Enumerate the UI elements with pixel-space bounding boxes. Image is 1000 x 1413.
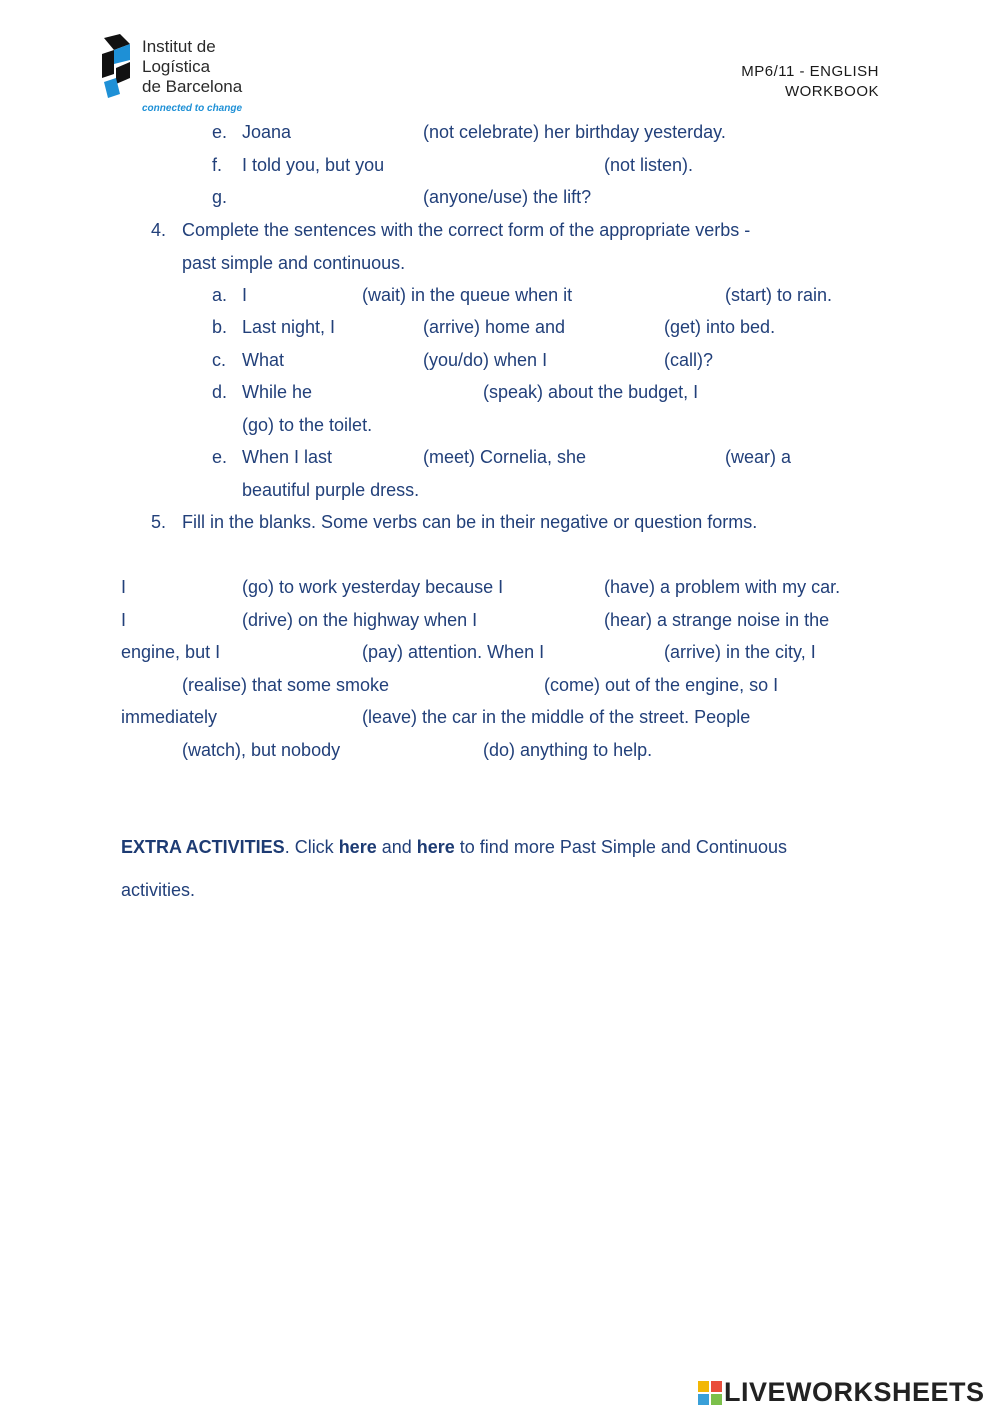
item-text: While he xyxy=(242,382,313,402)
item-text: Last night, I xyxy=(242,317,336,337)
extra-text: . Click xyxy=(284,837,339,857)
extra-link-1[interactable]: here xyxy=(338,837,377,857)
paragraph-text: (have) a problem with my car. xyxy=(604,577,841,597)
exercise-instruction: Complete the sentences with the correct form of the appropriate verbs - xyxy=(182,220,751,240)
item-text: (call)? xyxy=(664,350,714,370)
item-text: beautiful purple dress. xyxy=(242,480,420,500)
item-text: (wait) in the queue when it xyxy=(362,285,573,305)
item-label: d. xyxy=(212,382,228,402)
item-label: e. xyxy=(212,122,228,142)
item-text: (not celebrate) her birthday yesterday. xyxy=(423,122,726,142)
item-text: (not listen). xyxy=(604,155,694,175)
paragraph-text: (arrive) in the city, I xyxy=(664,642,816,662)
paragraph-text: immediately xyxy=(121,707,218,727)
paragraph-text: engine, but I xyxy=(121,642,221,662)
paragraph-text: (drive) on the highway when I xyxy=(242,610,478,630)
exercise-number: 4. xyxy=(151,220,167,240)
item-text: (start) to rain. xyxy=(725,285,833,305)
course-code: MP6/11 - ENGLISH xyxy=(741,63,879,80)
item-text: (you/do) when I xyxy=(423,350,548,370)
item-text: (meet) Cornelia, she xyxy=(423,447,587,467)
extra-text: to find more Past Simple and Continuous xyxy=(454,837,787,857)
paragraph-text: (leave) the car in the middle of the street. People xyxy=(362,707,751,727)
item-text: Joana xyxy=(242,122,292,142)
item-label: b. xyxy=(212,317,228,337)
liveworksheets-brand: LIVEWORKSHEETS xyxy=(724,1377,985,1407)
item-text: (get) into bed. xyxy=(664,317,776,337)
item-text: What xyxy=(242,350,285,370)
paragraph-text: (hear) a strange noise in the xyxy=(604,610,830,630)
liveworksheets-logo-icon xyxy=(698,1381,722,1405)
paragraph-text: (watch), but nobody xyxy=(182,740,341,760)
item-label: c. xyxy=(212,350,227,370)
paragraph-text: (go) to work yesterday because I xyxy=(242,577,504,597)
item-text: I told you, but you xyxy=(242,155,385,175)
item-label: g. xyxy=(212,187,228,207)
extra-activities-line-2: activities. xyxy=(121,880,196,900)
paragraph-text: (come) out of the engine, so I xyxy=(544,675,779,695)
item-label: a. xyxy=(212,285,228,305)
logo-line-1: Institut de xyxy=(142,37,216,56)
item-text: When I last xyxy=(242,447,333,467)
item-text: (anyone/use) the lift? xyxy=(423,187,592,207)
paragraph-text: I xyxy=(121,610,127,630)
item-text: (wear) a xyxy=(725,447,792,467)
paragraph-text: I xyxy=(121,577,127,597)
extra-activities-title: EXTRA ACTIVITIES xyxy=(121,837,285,857)
item-text: I xyxy=(242,285,248,305)
extra-text: and xyxy=(376,837,417,857)
item-label: f. xyxy=(212,155,223,175)
exercise-number: 5. xyxy=(151,512,167,532)
paragraph-text: (do) anything to help. xyxy=(483,740,653,760)
extra-link-2[interactable]: here xyxy=(416,837,455,857)
course-title: WORKBOOK xyxy=(784,83,879,100)
logo-line-3: de Barcelona xyxy=(142,77,243,96)
paragraph-text: (pay) attention. When I xyxy=(362,642,545,662)
item-text: (speak) about the budget, I xyxy=(483,382,699,402)
extra-activities-line xyxy=(121,836,787,858)
item-text: (go) to the toilet. xyxy=(242,415,373,435)
logo-line-2: Logística xyxy=(142,57,211,76)
item-label: e. xyxy=(212,447,228,467)
item-text: (arrive) home and xyxy=(423,317,566,337)
exercise-instruction: Fill in the blanks. Some verbs can be in their negative or question forms. xyxy=(182,512,758,532)
paragraph-text: (realise) that some smoke xyxy=(182,675,390,695)
exercise-instruction: past simple and continuous. xyxy=(182,253,406,273)
school-logo-mark xyxy=(100,34,134,98)
logo-tagline: connected to change xyxy=(142,103,243,114)
